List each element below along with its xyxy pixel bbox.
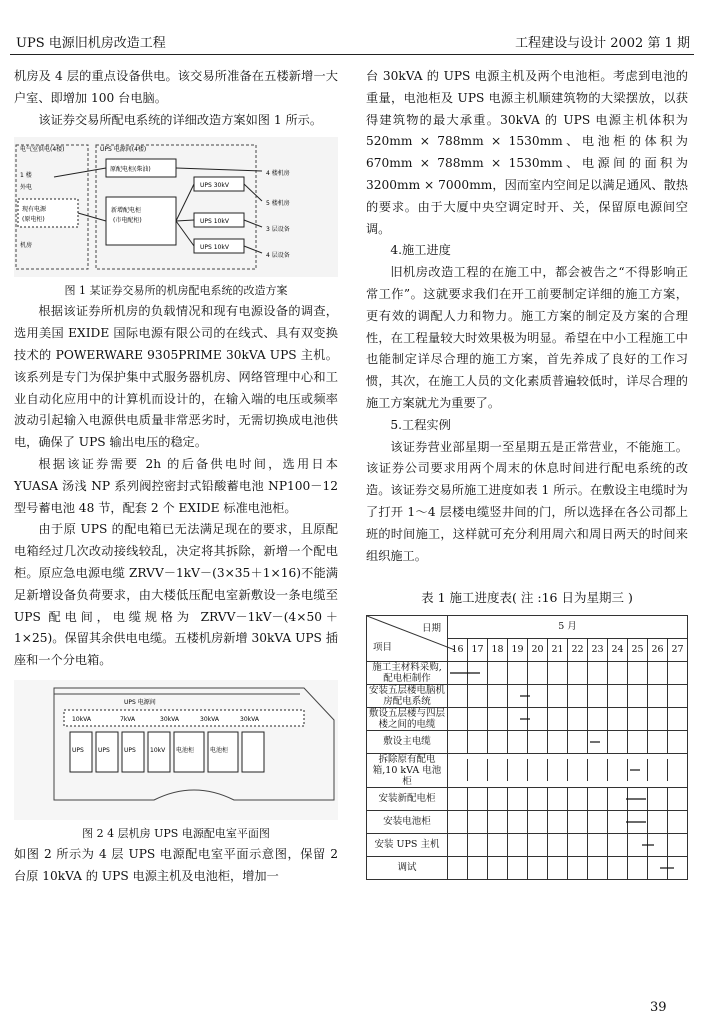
schedule-table xyxy=(366,615,688,880)
day-header: 25 xyxy=(628,638,648,661)
day-header: 23 xyxy=(588,638,608,661)
task-cell: 施工主材料采购,配电柜制作 xyxy=(367,661,448,684)
task-cell: 安装五层楼电脑机房配电系统 xyxy=(367,684,448,707)
figure-2-diagram xyxy=(14,680,338,820)
timeline-grid xyxy=(448,662,687,684)
paragraph: 旧机房改造工程的在施工中，都会被告之“不得影响正常工作”。这就要求我们在开工前要制定详细的施工方案，更有效的调配人力和物力。施工方案的制定及方案的合理性，在工程量较大时效果极为明显。希望在中小工程施工中也能制定详尽合理的施工方案，首先养成了良好的工作习惯，其次，在施工人员的文化素质普遍较低时，详尽合理的施工方案就尤为重要了。 xyxy=(366,265,688,410)
fig1-label: 机房 xyxy=(20,242,33,250)
fig1-label: (原电柜) xyxy=(22,216,45,224)
timeline-cell xyxy=(448,833,688,856)
timeline-cell xyxy=(448,810,688,833)
figure-1-caption: 图 1 某证券交易所的机房配电系统的改造方案 xyxy=(64,284,288,298)
day-header: 19 xyxy=(508,638,528,661)
task-cell: 拆除原有配电箱,10 kVA 电池柜 xyxy=(367,753,448,787)
task-cell: 敷设主电缆 xyxy=(367,730,448,753)
fig1-label: 3 层设备 xyxy=(266,226,290,234)
timeline-cell xyxy=(448,856,688,879)
fig1-label: 1 楼 xyxy=(20,172,32,180)
timeline-cell xyxy=(448,684,688,707)
table-1-caption: 表 1 施工进度表( 注 :16 日为星期三 ) xyxy=(421,590,633,606)
timeline-grid xyxy=(448,811,687,833)
day-header: 18 xyxy=(488,638,508,661)
table-row xyxy=(367,707,688,730)
table-row xyxy=(367,753,688,787)
day-header: 17 xyxy=(468,638,488,661)
fig2-label: 电池柜 xyxy=(176,746,195,754)
timeline-grid xyxy=(448,857,687,879)
page-number: 39 xyxy=(650,1000,667,1015)
fig2-label: 电池柜 xyxy=(210,746,229,754)
timeline-grid xyxy=(448,759,687,781)
table-row xyxy=(367,684,688,707)
timeline-grid xyxy=(448,788,687,810)
fig2-label: UPS 电源间 xyxy=(124,698,156,706)
task-cell: 安装电池柜 xyxy=(367,810,448,833)
fig2-label: 7kVA xyxy=(120,715,136,723)
timeline-cell xyxy=(448,707,688,730)
day-header: 24 xyxy=(608,638,628,661)
figure-1 xyxy=(14,137,338,277)
table-row xyxy=(367,730,688,753)
month-header: 5 月 xyxy=(448,616,688,639)
fig1-label: 原配电柜(柴油) xyxy=(110,166,151,174)
right-column xyxy=(366,66,688,880)
fig2-label: 10kV xyxy=(150,746,166,754)
paragraph: 机房及 4 层的重点设备供电。该交易所准备在五楼新增一大户室、即增加 100 台电脑。 xyxy=(14,69,338,105)
figure-1-diagram xyxy=(14,137,338,277)
table-row xyxy=(367,661,688,684)
task-cell: 安装 UPS 主机 xyxy=(367,833,448,856)
paragraph: 根据该证券所机房的负载情况和现有电源设备的调查，选用美国 EXIDE 国际电源有限公司的在线式、具有双变换技术的 POWERWARE 9305PRIME 30kVA UPS 主机。该系列是专门为保护集中式服务器机房、网络管理中心和工业自动化应用中的计算机而设计的，在输入端的电压或频率波动引起输入电源供电质量非常恶劣时，无需切换成电池供电，确保了 UPS 输出电压的稳定。 xyxy=(14,304,338,450)
paragraph: 根据该证券需要 2h 的后备供电时间，选用日本 YUASA 汤浅 NP 系列阀控密封式铅酸蓄电池 NP100－12 型号蓄电池 48 节，配套 2 个 EXIDE 标准电池柜。 xyxy=(14,456,338,515)
table-row xyxy=(367,856,688,879)
paragraph: 如图 2 所示为 4 层 UPS 电源配电室平面示意图，保留 2 台原 10kVA 的 UPS 电源主机及电池柜，增加一 xyxy=(14,846,338,883)
fig2-label: 30kVA xyxy=(200,715,219,723)
fig1-label: 外电 xyxy=(20,184,33,192)
fig2-label: 30kVA xyxy=(160,715,179,723)
task-cell: 调试 xyxy=(367,856,448,879)
timeline-grid xyxy=(448,834,687,856)
fig1-label: UPS 10kV xyxy=(200,244,229,252)
section-heading: 4.施工进度 xyxy=(390,243,451,258)
table-corner xyxy=(367,616,448,662)
day-header: 16 xyxy=(448,638,468,661)
table-row xyxy=(367,833,688,856)
day-header: 21 xyxy=(548,638,568,661)
fig2-label: 30kVA xyxy=(240,715,259,723)
fig1-label: 电气室供电(4楼) xyxy=(20,146,65,154)
paragraph: 该证券营业部星期一至星期五是正常营业，不能施工。该证券公司要求用两个周末的休息时间进行配电系统的改造。该证券交易所施工进度如表 1 所示。在敷设主电缆时为了打开 1～4 层楼电缆竖井间的门，所以选择在各公司都上班的时间施工，这样就可充分利用周六和周日两天的时间来组织施工。 xyxy=(366,439,688,563)
fig1-label: UPS 10kV xyxy=(200,218,229,226)
fig1-label: UPS 30kV xyxy=(200,182,229,190)
fig2-label: UPS xyxy=(72,746,84,754)
fig1-label: (市电配柜) xyxy=(113,217,142,225)
table-row xyxy=(367,787,688,810)
paragraph: 该证券交易所配电系统的详细改造方案如图 1 所示。 xyxy=(38,112,323,127)
timeline-cell xyxy=(448,730,688,753)
day-header: 20 xyxy=(528,638,548,661)
fig1-label: 4 楼机房 xyxy=(266,170,290,178)
timeline-grid xyxy=(448,731,687,753)
paragraph: 台 30kVA 的 UPS 电源主机及两个电池柜。考虑到电池的重量，电池柜及 UPS 电源主机顺建筑物的大梁摆放，以获得建筑物的最大承重。30kVA 的 UPS 电源主机体积为 520mm × 788mm × 1530mm、电池柜的体积为 670mm × 788mm × 1530mm、电源间的面积为 3200mm × 7000mm，因而室内空间足以满足通风、散热的要求。由于大厦中央空调定时开、关，保留原电源间空调。 xyxy=(366,69,688,236)
fig1-label: 现有电源 xyxy=(22,206,47,214)
timeline-cell xyxy=(448,753,688,787)
paragraph: 由于原 UPS 的配电箱已无法满足现在的要求，且原配电箱经过几次改动接线较乱，决定将其拆除，新增一个配电柜。原应急电源电缆 ZRVV－1kV－(3×35＋1×16)不能满足新增设备负荷要求，由大楼低压配电室新敷设一条电缆至 UPS 配电间，电缆规格为 ZRVV－1kV－(4×50＋1×25)。保留其余供电电缆。五楼机房新增 30kVA UPS 插座和一个分电箱。 xyxy=(14,522,338,668)
fig1-label: 5 楼机房 xyxy=(266,200,290,208)
schedule-body xyxy=(367,661,688,879)
header-rule xyxy=(10,54,694,55)
day-header: 22 xyxy=(568,638,588,661)
task-cell: 安装新配电柜 xyxy=(367,787,448,810)
timeline-grid xyxy=(448,708,687,730)
running-header-journal: 工程建设与设计 2002 第 1 期 xyxy=(515,36,690,51)
corner-date-label: 日期 xyxy=(421,623,441,635)
task-cell: 敷设五层楼与四层楼之间的电缆 xyxy=(367,707,448,730)
day-header: 27 xyxy=(668,638,688,661)
timeline-cell xyxy=(448,661,688,684)
corner-item-label: 项目 xyxy=(373,641,393,653)
fig1-label: 4 层设备 xyxy=(266,252,290,260)
fig1-label: 新增配电柜 xyxy=(111,207,142,215)
left-column xyxy=(14,66,338,888)
table-row xyxy=(367,810,688,833)
figure-2-caption: 图 2 4 层机房 UPS 电源配电室平面图 xyxy=(82,826,270,840)
fig1-label: UPS 电源间(4楼) xyxy=(100,146,147,154)
section-heading: 5.工程实例 xyxy=(390,417,451,432)
timeline-grid xyxy=(448,685,687,707)
day-header: 26 xyxy=(648,638,668,661)
running-header-title: UPS 电源旧机房改造工程 xyxy=(16,36,166,51)
figure-2 xyxy=(14,680,338,820)
fig2-label: 10kVA xyxy=(72,715,91,723)
fig2-label: UPS xyxy=(124,746,136,754)
timeline-cell xyxy=(448,787,688,810)
fig2-label: UPS xyxy=(98,746,110,754)
